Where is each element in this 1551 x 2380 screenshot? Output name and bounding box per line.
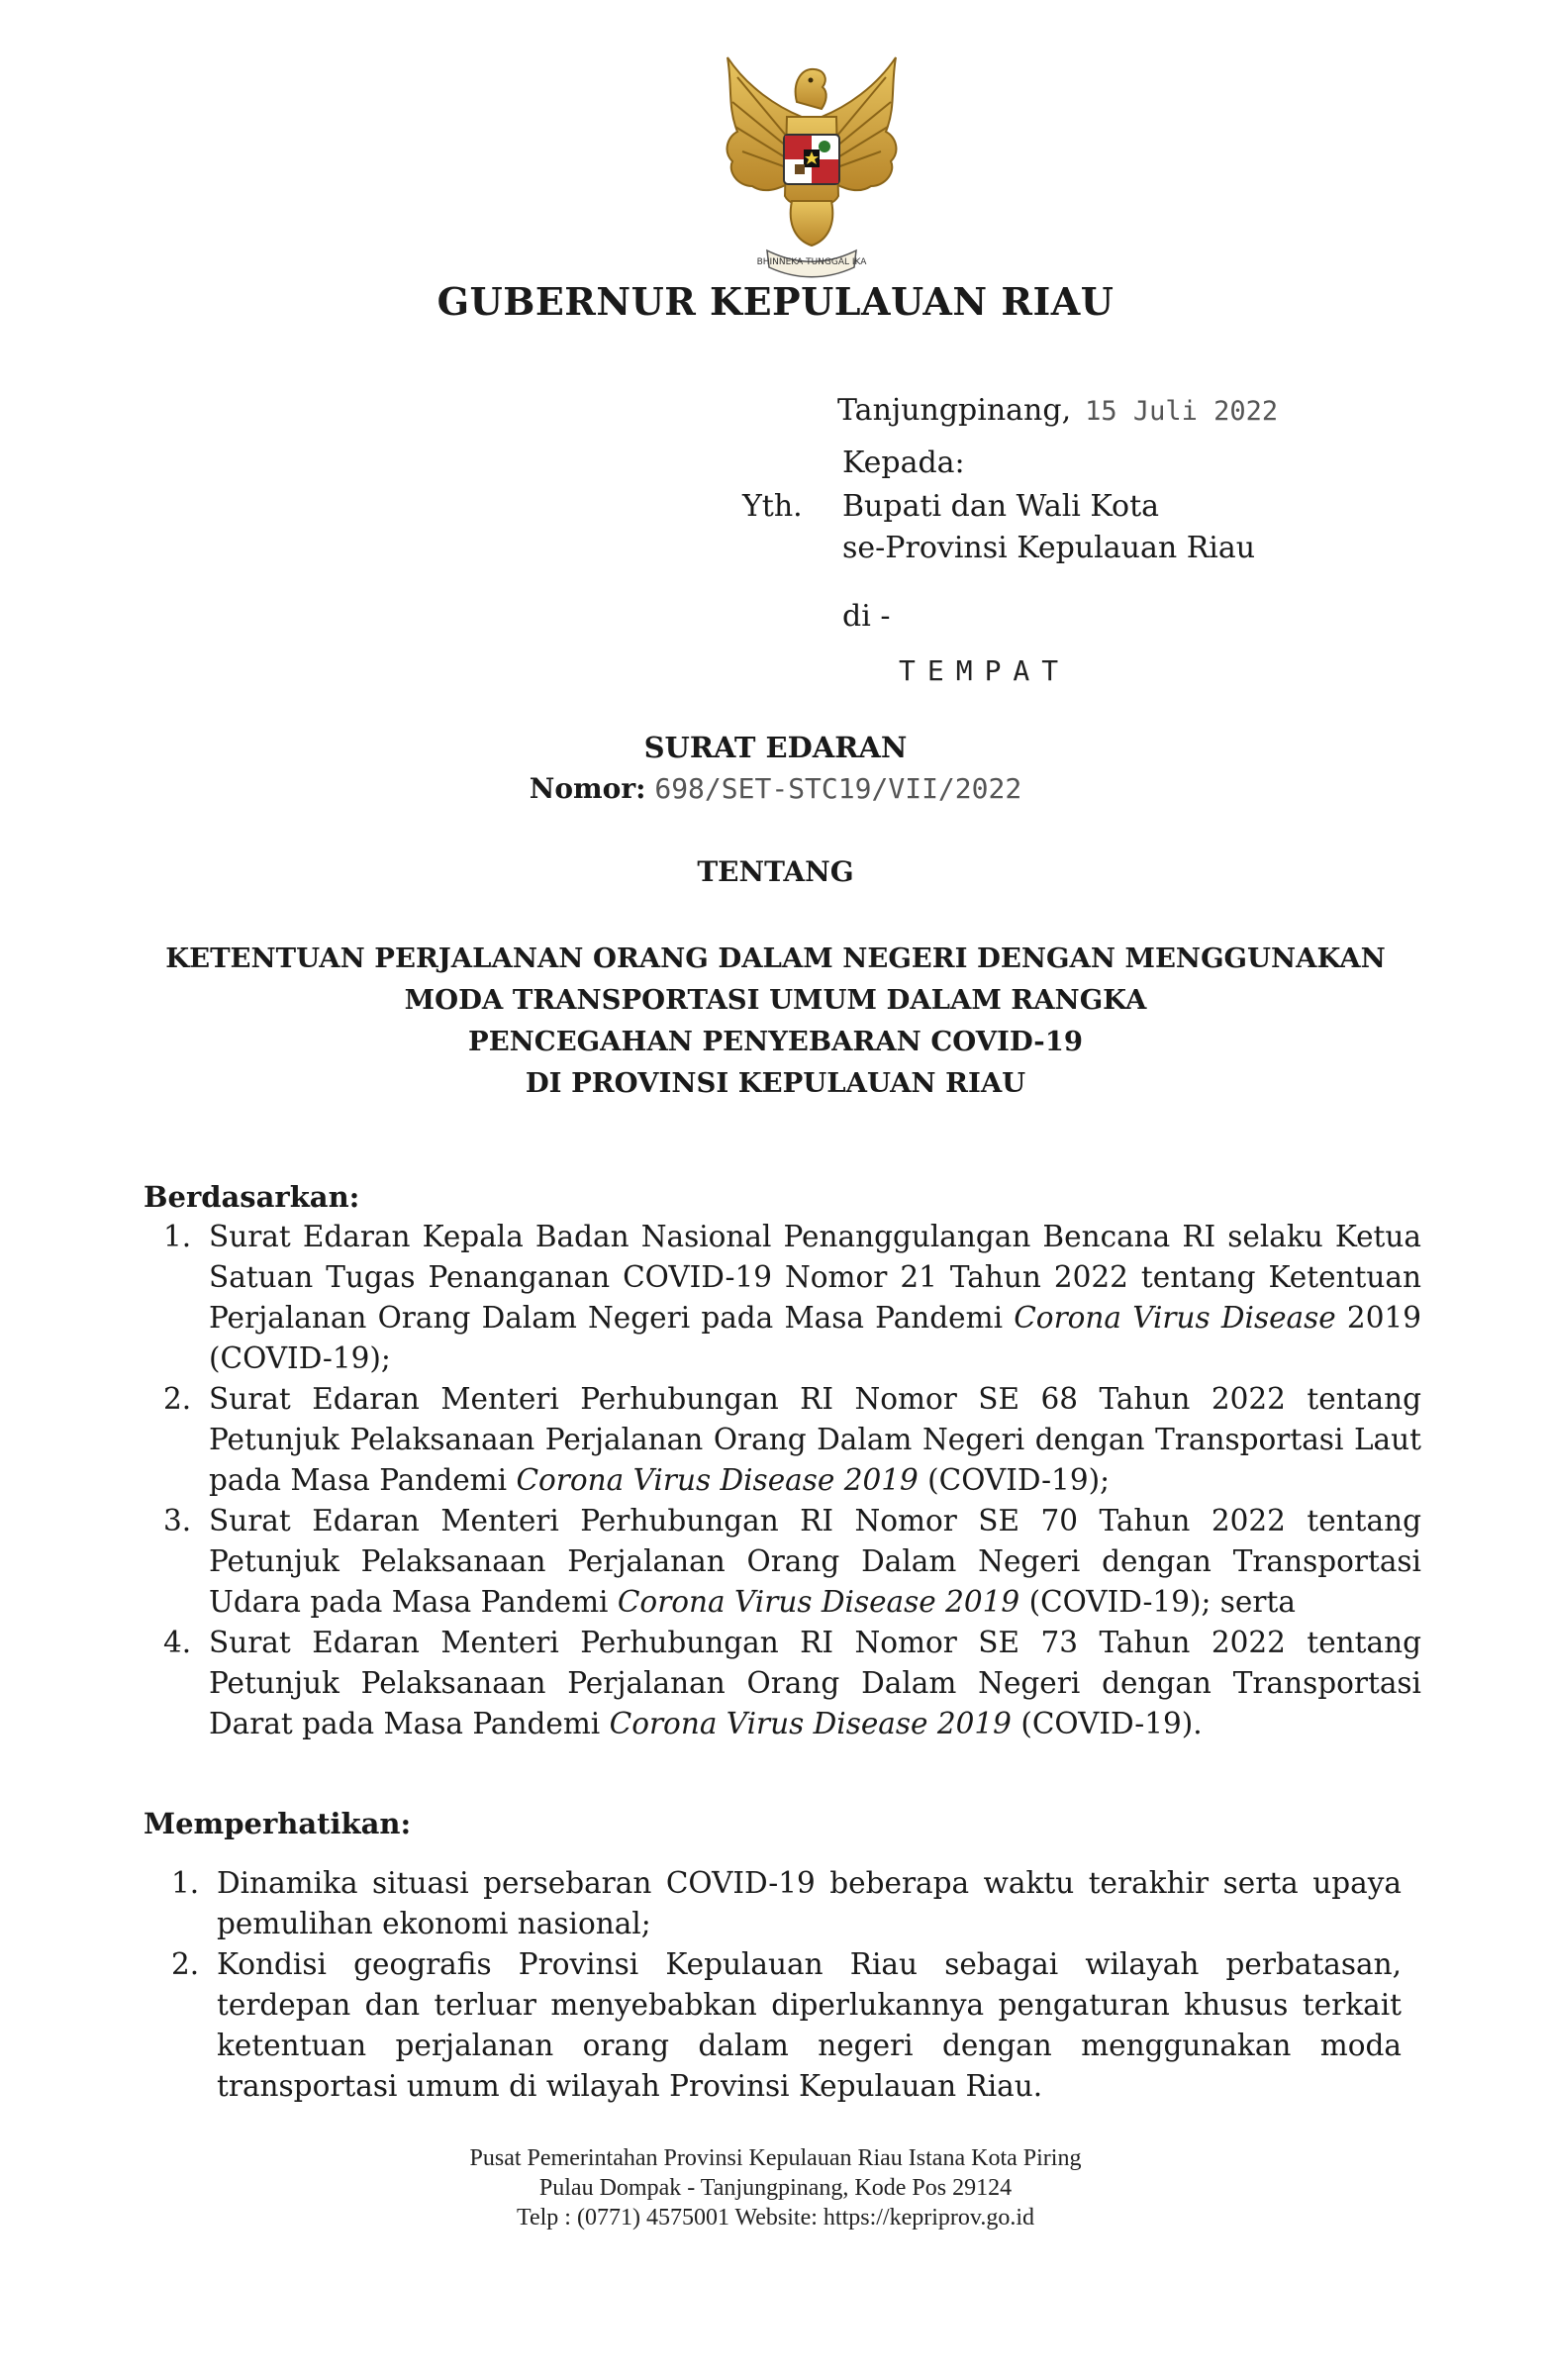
letter-type-title: SURAT EDARAN	[643, 731, 908, 764]
subject-line: DI PROVINSI KEPULAUAN RIAU	[525, 1067, 1026, 1099]
item-italic-text: Corona Virus Disease 2019	[617, 1585, 1020, 1619]
item-italic-text: Corona Virus Disease 2019	[609, 1707, 1012, 1740]
list-item	[171, 1944, 1402, 2107]
berdasarkan-list	[163, 1217, 1421, 1744]
item-text: Surat Edaran Menteri Perhubungan RI Nomor SE 70 Tahun 2022 tentang Petunjuk Pelaksanaan Perjalanan Orang Dalam Negeri dengan Transportasi Udara pada Masa Pandemi	[209, 1504, 1421, 1619]
item-text: Surat Edaran Kepala Badan Nasional Penanggulangan Bencana RI selaku Ketua Satuan Tugas Penanganan COVID-19 Nomor 21 Tahun 2022 tentang Ketentuan Perjalanan Orang Dalam Negeri pada Masa Pandemi	[209, 1220, 1421, 1335]
item-text: Surat Edaran Menteri Perhubungan RI Nomor SE 68 Tahun 2022 tentang Petunjuk Pelaksanaan Perjalanan Orang Dalam Negeri dengan Transportasi Laut pada Masa Pandemi	[209, 1382, 1421, 1497]
di-label: di -	[842, 599, 891, 634]
item-text: Kondisi geografis Provinsi Kepulauan Riau sebagai wilayah perbatasan, terdepan dan terluar menyebabkan diperlukannya pengaturan khusus terkait ketentuan perjalanan orang dalam negeri dengan menggunakan moda transportasi umum di wilayah Provinsi Kepulauan Riau.	[217, 1947, 1402, 2103]
subject-line: MODA TRANSPORTASI UMUM DALAM RANGKA	[404, 984, 1147, 1016]
item-italic-text: Corona Virus Disease	[1014, 1301, 1336, 1335]
list-item	[171, 1863, 1402, 1944]
yth-label: Yth.	[742, 489, 803, 524]
memperhatikan-heading: Memperhatikan:	[144, 1807, 412, 1840]
item-number: 1.	[171, 1866, 200, 1900]
item-text: (COVID-19);	[918, 1463, 1111, 1497]
list-item	[163, 1623, 1421, 1744]
page-title: GUBERNUR KEPULAUAN RIAU	[436, 279, 1115, 324]
subject-line: KETENTUAN PERJALANAN ORANG DALAM NEGERI DENGAN MENGGUNAKAN	[165, 942, 1386, 974]
place-text: Tanjungpinang,	[837, 393, 1072, 428]
footer-line: Telp : (0771) 4575001 Website: https://kepriprov.go.id	[517, 2205, 1034, 2231]
recipient-line-2: se-Provinsi Kepulauan Riau	[842, 531, 1256, 565]
date-text: 15 Juli 2022	[1085, 396, 1279, 427]
list-item	[163, 1379, 1421, 1501]
item-number: 3.	[163, 1504, 192, 1537]
list-item	[163, 1217, 1421, 1379]
memperhatikan-list	[171, 1863, 1402, 2107]
item-number: 1.	[163, 1220, 192, 1253]
subject-block	[99, 938, 1452, 1104]
letter-number-line: Nomor: 698/SET-STC19/VII/2022	[529, 772, 1022, 805]
berdasarkan-heading: Berdasarkan:	[144, 1180, 360, 1214]
item-text: (COVID-19); serta	[1019, 1585, 1296, 1619]
motto-text: BHINNEKA TUNGGAL IKA	[756, 257, 867, 267]
recipient-line-1: Bupati dan Wali Kota	[842, 489, 1160, 524]
tentang-heading: TENTANG	[697, 855, 854, 888]
nomor-value: 698/SET-STC19/VII/2022	[654, 772, 1022, 805]
kepada-label: Kepada:	[842, 446, 965, 480]
list-item	[163, 1501, 1421, 1623]
item-text: 2019 (COVID-19);	[209, 1301, 1421, 1375]
item-italic-text: Corona Virus Disease 2019	[516, 1463, 919, 1497]
item-text: (COVID-19).	[1011, 1707, 1203, 1740]
item-text: Surat Edaran Menteri Perhubungan RI Nomor SE 73 Tahun 2022 tentang Petunjuk Pelaksanaan Perjalanan Orang Dalam Negeri dengan Transportasi Darat pada Masa Pandemi	[209, 1626, 1421, 1740]
item-text: Dinamika situasi persebaran COVID-19 beberapa waktu terakhir serta upaya pemulihan ekonomi nasional;	[217, 1866, 1402, 1940]
item-number: 2.	[163, 1382, 192, 1416]
nomor-label: Nomor	[529, 772, 636, 805]
garuda-pancasila-emblem-icon	[708, 48, 916, 285]
footer-line: Pusat Pemerintahan Provinsi Kepulauan Riau Istana Kota Piring	[469, 2145, 1082, 2171]
footer-line: Pulau Dompak - Tanjungpinang, Kode Pos 29124	[538, 2175, 1013, 2201]
item-number: 4.	[163, 1626, 192, 1659]
subject-line: PENCEGAHAN PENYEBARAN COVID-19	[468, 1026, 1083, 1057]
tempat-label: TEMPAT	[899, 654, 1071, 687]
footer-address	[0, 2143, 1551, 2232]
item-number: 2.	[171, 1947, 200, 1981]
place-date-line	[837, 393, 1278, 428]
